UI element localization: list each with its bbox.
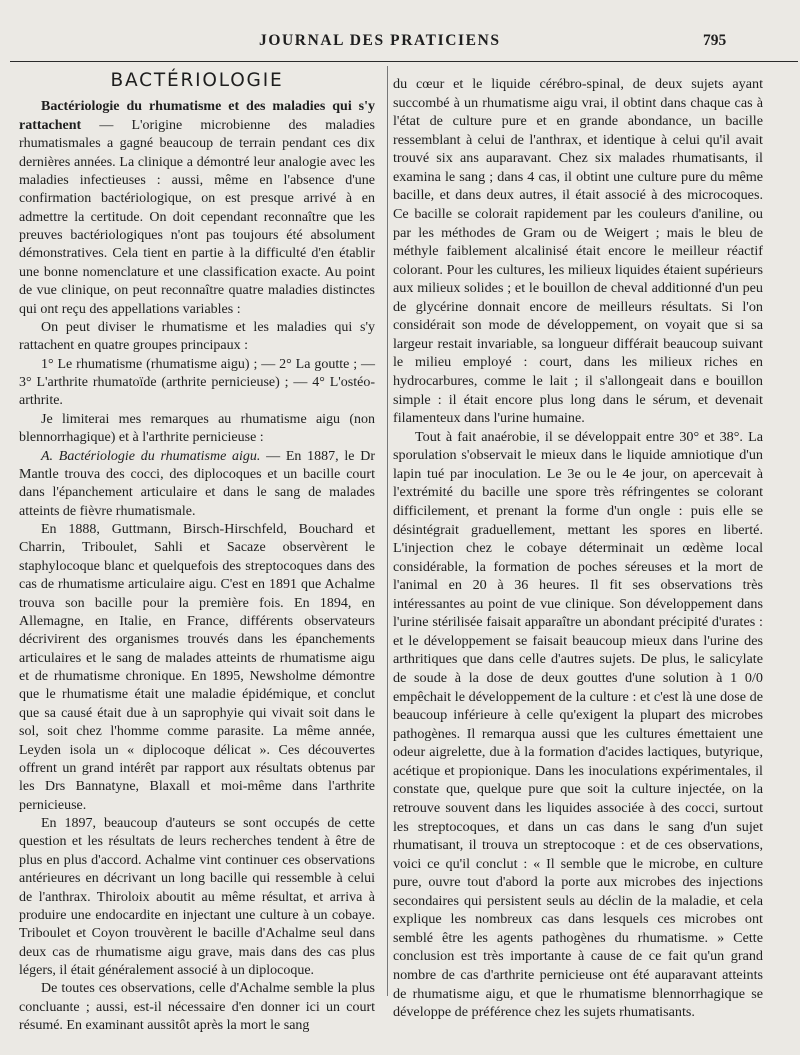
page-header <box>0 30 800 54</box>
paragraph: On peut diviser le rhumatisme et les maladies qui s'y rattachent en quatre groupes principaux : <box>19 319 375 354</box>
paragraph: 1° Le rhumatisme (rhumatisme aigu) ; — 2° La goutte ; — 3° L'arthrite rhumatoïde (arthrite pernicieuse) ; — 4° L'ostéo-arthrite. <box>19 356 375 409</box>
paragraph-text: — En 1887, le Dr Mantle trouva des cocci, des diplocoques et un bacille court dans l'épanchement articulaire et dans le sang de malades atteints de fièvre rhumatismale. <box>19 448 375 519</box>
left-column <box>19 72 375 1036</box>
column-divider <box>387 66 388 996</box>
header-rule <box>10 61 798 62</box>
section-title: BACTÉRIOLOGIE <box>110 70 284 91</box>
paragraph-text: — L'origine microbienne des maladies rhumatismales a gagné beaucoup de terrain pendant ces dix dernières années. La clinique a démontré leur analogie avec les maladies infectieuses : aussi, même en l'absence d'une confirmation bactériologique, on est presque arrivé à en admettre la certitude. On doit cependant reconnaître que les preuves bactériologiques n'ont pas toujours été absolument démonstratives. Cela tient en partie à la difficulté d'en établir une bonne nomenclature et une classification exacte. Au point de vue clinique, on peut reconnaître quatre maladies distinctes qui ont reçu des appellations variables : <box>19 117 375 317</box>
paragraph: De toutes ces observations, celle d'Achalme semble la plus concluante ; aussi, est-il nécessaire d'en donner ici un court résumé. En examinant aussitôt après la mort le sang <box>19 981 375 1034</box>
running-title: JOURNAL DES PRATICIENS <box>259 32 501 49</box>
paragraph: En 1888, Guttmann, Birsch-Hirschfeld, Bouchard et Charrin, Triboulet, Sahli et Sacaze observèrent le staphylocoque blanc et quelquefois des streptocoques dans des cas de rhumatisme articulaire aigu. C'est en 1891 que Achalme trouva son bacille pour la première fois. En 1894, en Allemagne, en Italie, en France, différents observateurs décrivirent des organismes trouvés dans les épanchements articulaires et le sang de malades atteints de rhumatisme aigu et de rhumatisme chronique. En 1895, Newsholme démontre que le rhumatisme était une maladie épidémique, et conclut que sa causé était due à un saprophyie qui vivait soit dans le sol, soit chez l'homme comme parasite. La même année, Leyden isola un « diplocoque délicat ». Ces découvertes offrent un grand intérêt par rapport aux résultats obtenus par les Drs Bannatyne, Blaxall et moi-même dans l'arthrite pernicieuse. <box>19 522 375 813</box>
paragraph: du cœur et le liquide cérébro-spinal, de deux sujets ayant succombé à un rhumatisme aigu vrai, il obtint dans chaque cas à l'état de culture pure et en grande abondance, un bacille ressemblant à celui de l'anthrax, et identique à celui qu'il avait trouvé six ans auparavant. Chez six malades rhumatisants, il examina le sang ; dans 4 cas, il obtint une culture pure du même bacille, et dans deux autres, il était associé à des microcoques. Ce bacille se colorait rapidement par les couleurs d'aniline, ou par les méthodes de Gram ou de Weigert ; mais le bleu de méthyle faiblement alcalinisé était encore le meilleur réactif colorant. Pour les cultures, les milieux liquides étaient supérieurs aux milieux solides ; et le bouillon de cheval additionné d'un peu de glycérine donnait encore de meilleurs résultats. Si l'on considérait son mode de développement, on voyait que si sa largeur restait invariable, sa longueur différait beaucoup suivant le milieu employé : court, dans les milieux riches en hydrocarbures, comme le lait ; il s'allongeait dans e bouillon simple : il était encore plus long dans le sérum, et devenait filamenteux dans l'urine humaine. <box>393 76 763 427</box>
page-number: 795 <box>703 32 727 49</box>
paragraph: Je limiterai mes remarques au rhumatisme aigu (non blennorrhagique) et à l'arthrite pernicieuse : <box>19 411 375 446</box>
subsection-label: A. Bactériologie du rhumatisme aigu. <box>41 448 261 464</box>
paragraph <box>19 448 375 522</box>
paragraph: Tout à fait anaérobie, il se développait entre 30° et 38°. La sporulation s'observait le mieux dans le liquide amniotique d'un lapin tué par inoculation. Le 3e ou le 4e jour, on apercevait à l'extrémité du bacille une spore très réfringentes se colorant difficilement, et prenant la forme d'un ongle : puis elle se désintégrait graduellement, mettant les spores en liberté. L'injection chez le cobaye déterminait un œdème local considérable, la formation de poches séreuses et la mort de l'animal en 20 à 36 heures. Il fit ses observations très intéressantes au point de vue clinique. Son développement dans l'urine stérilisée faisait apparaître un abondant précipité d'urates : et le développement se faisait beaucoup mieux dans l'urine des arthritiques que dans celle d'autres sujets. De plus, le salicylate de soude à la dose de deux gouttes d'une solution à 1 0/0 empêchait le développement de la culture : et c'est là une dose de beaucoup inférieure à celle qu'exigent la plupart des microbes pathogènes. Il remarqua aussi que les cultures émettaient une odeur aigrelette, due à la formation d'acides lactiques, butyrique, acétique et propionique. Dans les inoculations expérimentales, il constate que, quelque pure que soit la culture injectée, on la retrouve souvent dans les liquides associée à des cocci, surtout les streptocoques, et dans un cas dans le sang d'un sujet rhumatisant, il trouva un streptocoque : et de ces observations, voici ce qu'il conclut : « Il semble que le microbe, en culture pure, ouvre tout d'abord la porte aux microbes des injections secondaires qui persistent seuls au déclin de la maladie, et cela explique les nombreux cas dans lesquels ces microbes ont semblé être les agents pathogènes du rhumatisme. » Cette conclusion est très importante à cause de ce fait qu'un grand nombre de cas d'arthrite pernicieuse ont été auparavant atteints de rhumatisme aigu, et que le rhumatisme blennorrhagique se développe de préférence chez les sujets rhumatisants. <box>393 428 763 1021</box>
paragraph <box>19 98 375 319</box>
article-heading: Bactériologie du rhumatisme et des maladies qui s'y rattachent <box>19 99 375 133</box>
paragraph: En 1897, beaucoup d'auteurs se sont occupés de cette question et les résultats de leurs recherches tendent à être de plus en plus d'accord. Achalme vint continuer ces observations antérieures en décrivant un long bacille qui ressemble à celui de l'anthrax. Thiroloix aboutit au même résultat, et arriva à produire une endocardite en injectant une culture à un cobaye. Triboulet et Coyon trouvèrent le bacille d'Achalme seul dans deux cas de rhumatisme aigu grave, mais dans des cas plus légers, il était généralement associé à un diplocoque. <box>19 816 375 978</box>
right-column <box>393 75 763 1022</box>
